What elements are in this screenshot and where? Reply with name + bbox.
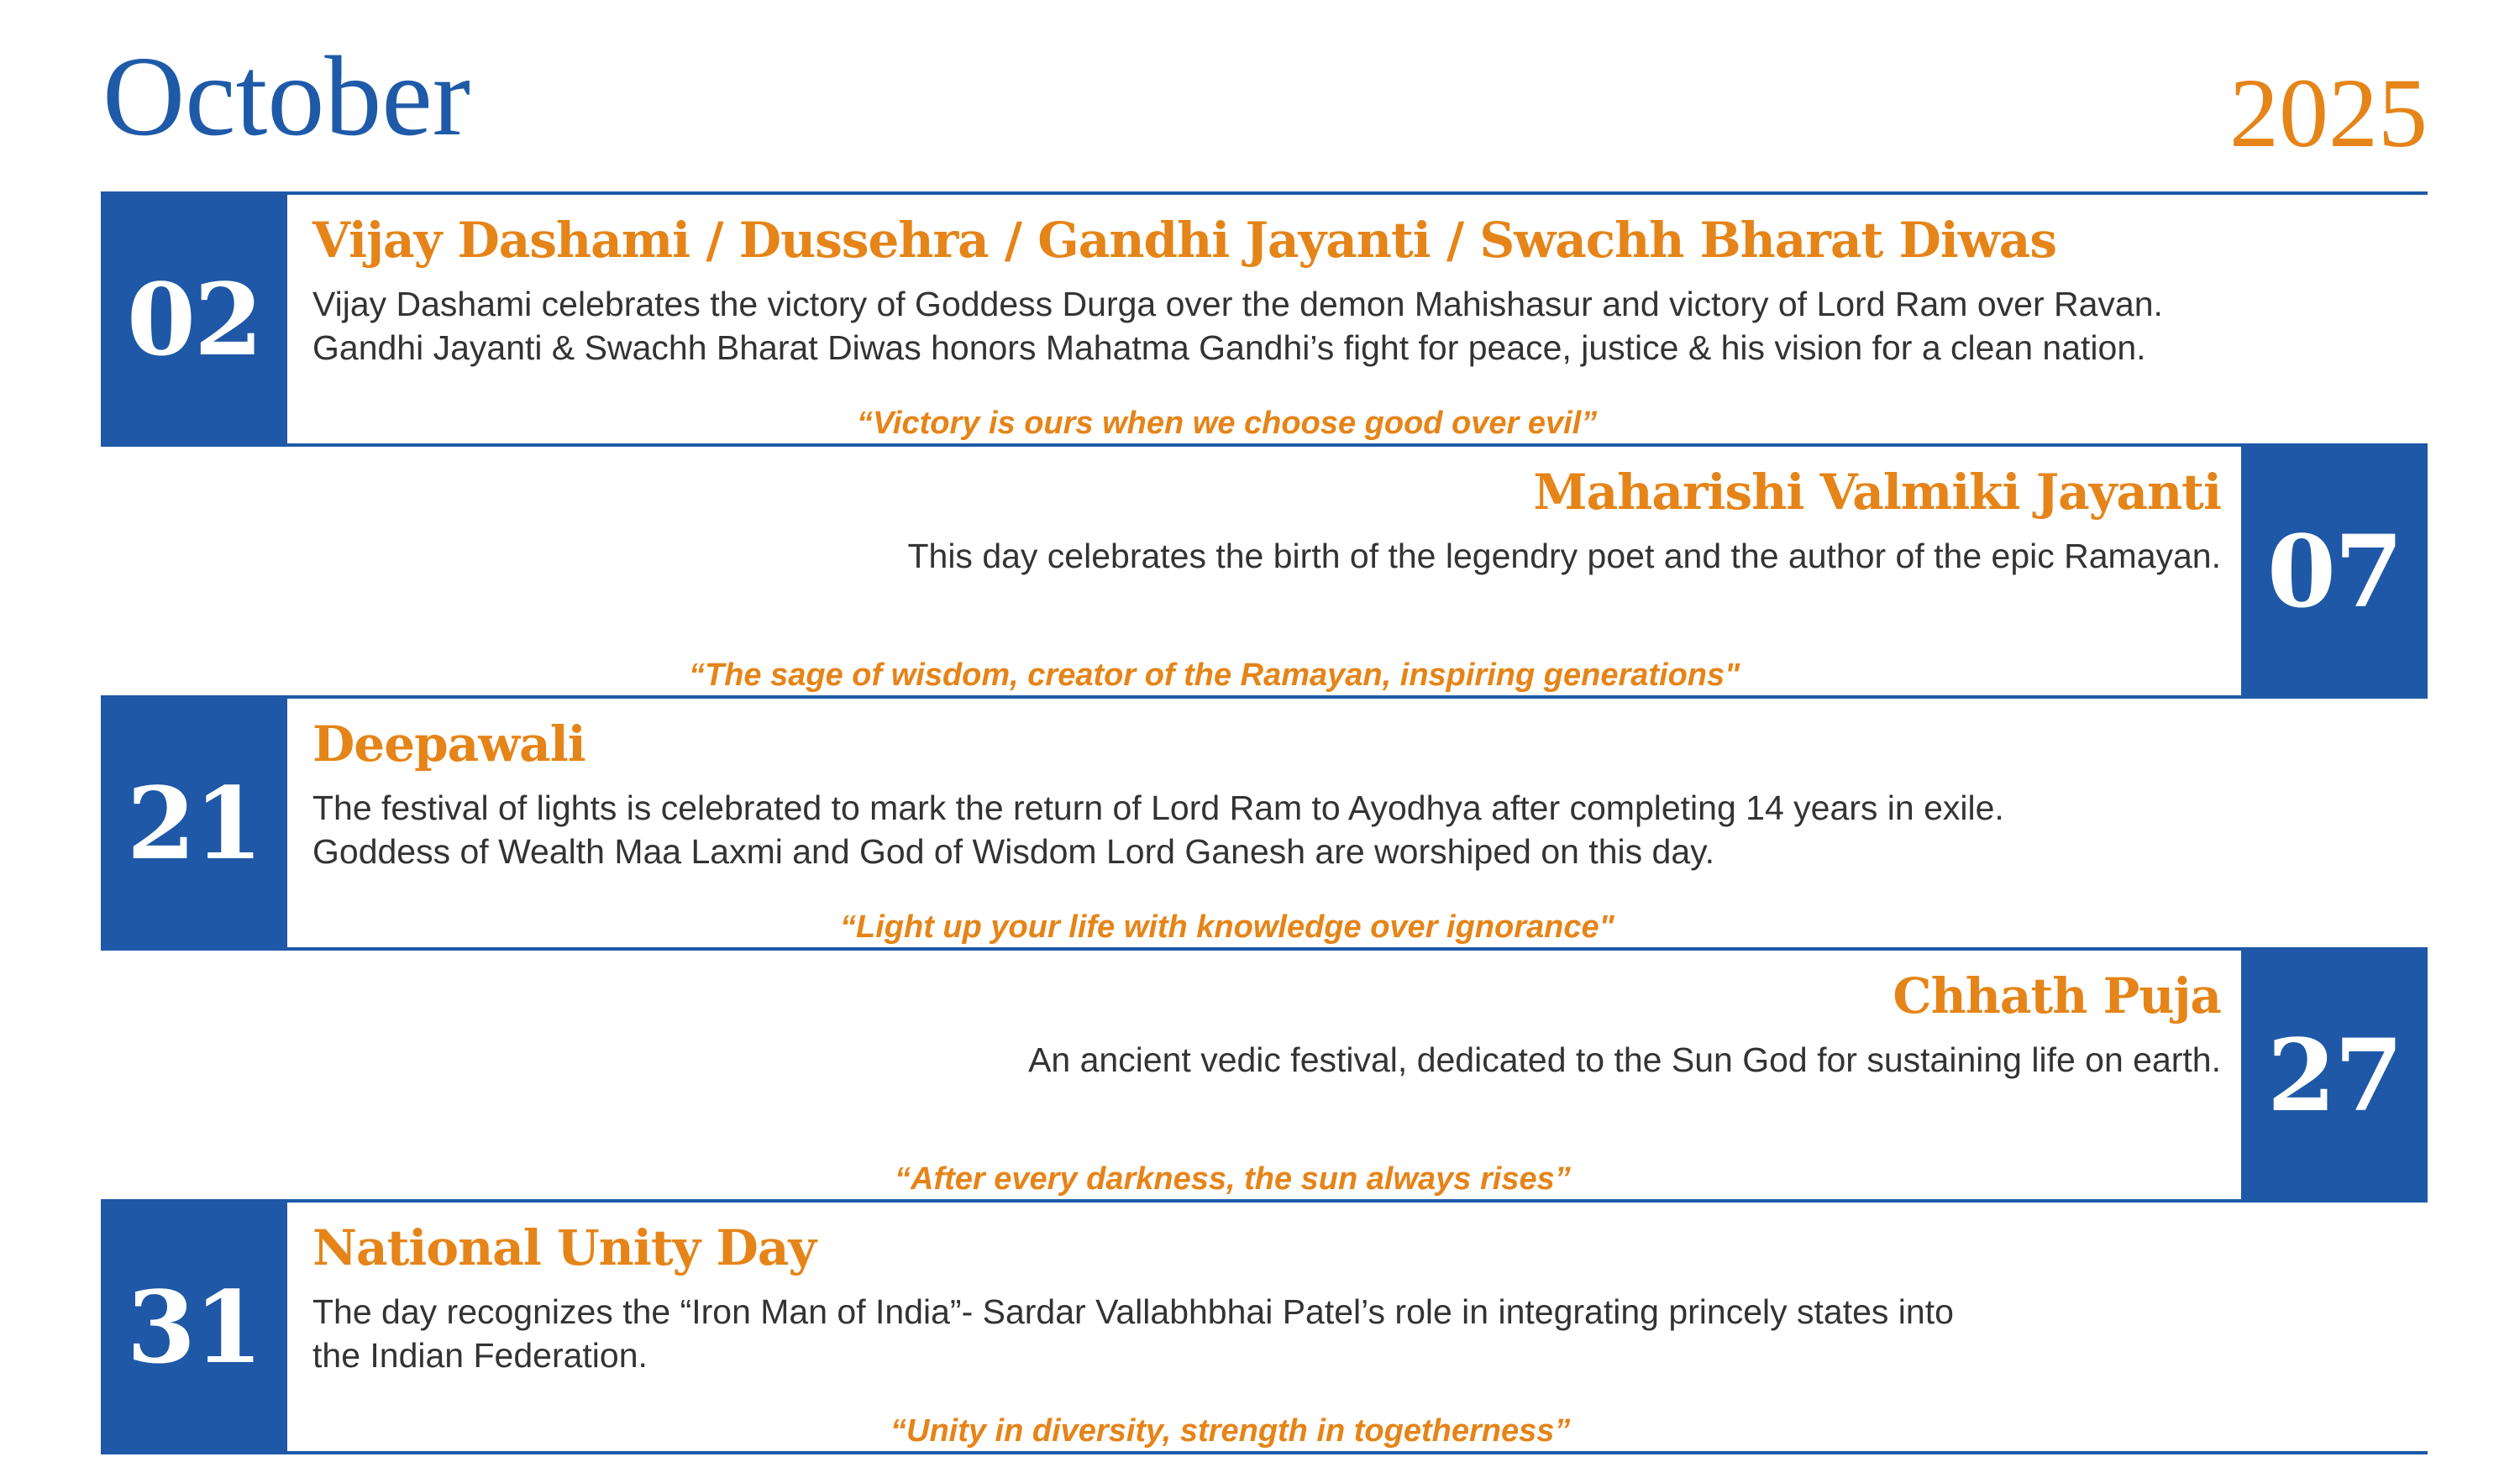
event-description-line: An ancient vedic festival, dedicated to the Sun God for sustaining life on earth.	[1028, 1040, 2221, 1079]
event-title: Vijay Dashami / Dussehra / Gandhi Jayanti / Swachh Bharat Diwas	[312, 212, 2057, 269]
event-row	[101, 1199, 2428, 1454]
year-title: 2025	[2229, 58, 2428, 168]
event-description	[312, 282, 2163, 369]
event-description-line: Vijay Dashami celebrates the victory of Goddess Durga over the demon Mahishasur and victory of Lord Ram over Ravan.	[312, 285, 2163, 323]
event-date-box: 21	[101, 695, 287, 951]
event-date-box: 02	[101, 191, 287, 447]
event-description	[1028, 1038, 2221, 1082]
event-date-box: 07	[2241, 443, 2428, 699]
event-title: National Unity Day	[312, 1219, 816, 1276]
event-quote: “Unity in diversity, strength in togetherness”	[890, 1413, 1571, 1449]
event-description	[907, 534, 2221, 578]
month-title: October	[102, 34, 471, 160]
event-description-line: Gandhi Jayanti & Swachh Bharat Diwas honors Mahatma Gandhi’s fight for peace, justice & his vision for a clean nation.	[312, 328, 2146, 367]
event-title: Deepawali	[312, 715, 585, 773]
event-row	[101, 443, 2428, 695]
event-quote: “Light up your life with knowledge over ignorance"	[840, 909, 1614, 945]
event-title: Chhath Puja	[1893, 967, 2221, 1024]
event-quote: “Victory is ours when we choose good over evil”	[857, 406, 1598, 441]
event-row	[101, 695, 2428, 947]
event-title: Maharishi Valmiki Jayanti	[1533, 464, 2221, 521]
event-description-line: The day recognizes the “Iron Man of India”- Sardar Vallabhbhai Patel’s role in integrating princely states into	[312, 1292, 1954, 1331]
event-quote: “The sage of wisdom, creator of the Ramayan, inspiring generations"	[689, 658, 1740, 693]
event-quote: “After every darkness, the sun always rises”	[895, 1161, 1571, 1197]
event-description	[312, 786, 2004, 873]
event-description	[312, 1290, 1954, 1377]
event-date-box: 27	[2241, 947, 2428, 1203]
event-description-line: The festival of lights is celebrated to mark the return of Lord Ram to Ayodhya after completing 14 years in exile.	[312, 789, 2004, 827]
event-row	[101, 947, 2428, 1199]
event-description-line: Goddess of Wealth Maa Laxmi and God of Wisdom Lord Ganesh are worshiped on this day.	[312, 832, 1714, 871]
event-description-line: This day celebrates the birth of the legendry poet and the author of the epic Ramayan.	[907, 537, 2221, 575]
event-row	[101, 191, 2428, 443]
event-date-box: 31	[101, 1199, 287, 1454]
event-description-line: the Indian Federation.	[312, 1336, 648, 1375]
